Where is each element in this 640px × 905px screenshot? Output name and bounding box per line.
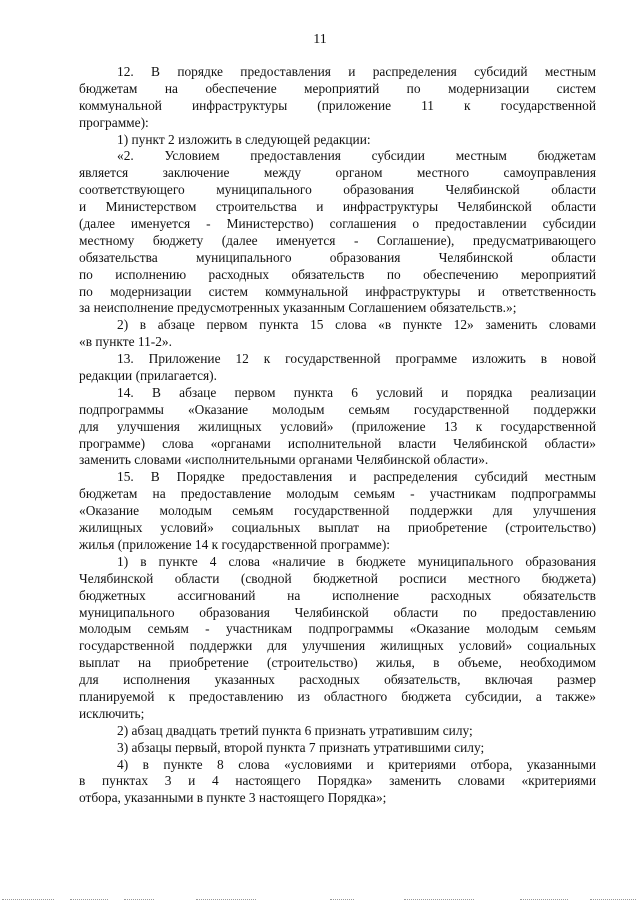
text-line: соответствующего муниципального образования Челябинской области	[79, 182, 596, 198]
text-line: исключить;	[79, 705, 145, 721]
text-line: обязательства муниципального образования Челябинской области	[79, 249, 596, 265]
text-line: планируемой к предоставлению из областного бюджета субсидии, а также»	[79, 688, 596, 704]
text-line: 2) абзац двадцать третий пункта 6 признать утратившим силу;	[117, 722, 473, 738]
text-line: программе):	[79, 114, 149, 130]
text-line: жилья (приложение 14 к государственной программе):	[79, 536, 391, 552]
text-line: и Министерством строительства и инфраструктуры Челябинской области	[79, 199, 596, 215]
text-line: государственной поддержки для улучшения жилищных условий» социальных	[79, 638, 596, 654]
text-line: за неисполнение предусмотренных указанным Соглашением обязательств.»;	[79, 300, 517, 316]
text-line: программе) слова «органами исполнительной власти Челябинской области»	[79, 435, 596, 451]
text-line: 13. Приложение 12 к государственной программе изложить в новой	[117, 351, 596, 367]
page-number: 11	[313, 32, 327, 47]
text-line: для исполнения указанных расходных обязательств, включая размер	[79, 672, 596, 688]
text-line: «2. Условием предоставления субсидии местным бюджетам	[117, 148, 596, 164]
text-line: является заключение между органом местного самоуправления	[79, 165, 596, 181]
text-line: 3) абзацы первый, второй пункта 7 признать утратившими силу;	[117, 739, 485, 755]
text-line: Челябинской области (сводной бюджетной росписи местного бюджета)	[79, 570, 596, 586]
text-line: (далее именуется - Министерство) соглашения о предоставлении субсидии	[79, 216, 596, 232]
text-line: 14. В абзаце первом пункта 6 условий и порядка реализации	[117, 384, 596, 400]
text-line: 1) в пункте 4 слова «наличие в бюджете муниципального образования	[117, 553, 596, 569]
text-line: местному бюджету (далее именуется - Соглашение), предусматривающего	[79, 232, 596, 248]
text-line: 1) пункт 2 изложить в следующей редакции:	[117, 131, 371, 147]
text-line: «в пункте 11-2».	[79, 334, 172, 350]
text-line: 4) в пункте 8 слова «условиями и критериями отбора, указанными	[117, 756, 596, 772]
text-line: жилищных условий» социальных выплат на приобретение (строительство)	[79, 520, 596, 536]
text-line: для улучшения жилищных условий» (приложение 13 к государственной	[79, 418, 596, 434]
text-line: 2) в абзаце первом пункта 15 слова «в пункте 12» заменить словами	[117, 317, 596, 333]
text-line: 15. В Порядке предоставления и распределения субсидий местным	[117, 469, 596, 485]
text-line: бюджетам на предоставление молодым семьям - участникам подпрограммы	[79, 486, 596, 502]
text-line: подпрограммы «Оказание молодым семьям государственной поддержки	[79, 401, 596, 417]
text-line: заменить словами «исполнительными органами Челябинской области».	[79, 452, 489, 468]
text-line: муниципального образования Челябинской области по предоставлению	[79, 604, 596, 620]
text-line: 12. В порядке предоставления и распределения субсидий местным	[117, 64, 596, 79]
document-body	[79, 64, 596, 807]
text-line: в пунктах 3 и 4 настоящего Порядка» заменить словами «критериями	[79, 773, 596, 789]
text-line: бюджетам на обеспечение мероприятий по модернизации систем	[79, 80, 596, 96]
scan-edge-marks	[0, 898, 640, 901]
text-line: молодым семьям - участникам подпрограммы «Оказание молодым семьям	[79, 621, 596, 637]
text-line: редакции (прилагается).	[79, 368, 217, 384]
text-line: бюджетных ассигнований на исполнение расходных обязательств	[79, 587, 596, 603]
text-line: по исполнению расходных обязательств по обеспечению мероприятий	[79, 266, 596, 282]
text-line: «Оказание молодым семьям государственной поддержки для улучшения	[79, 503, 596, 519]
text-line: отбора, указанными в пункте 3 настоящего Порядка»;	[79, 790, 387, 806]
text-line: коммунальной инфраструктуры (приложение 11 к государственной	[79, 97, 596, 113]
text-line: выплат на приобретение (строительство) жилья, в объеме, необходимом	[79, 655, 596, 671]
text-line: по модернизации систем коммунальной инфраструктуры и ответственность	[79, 283, 596, 299]
